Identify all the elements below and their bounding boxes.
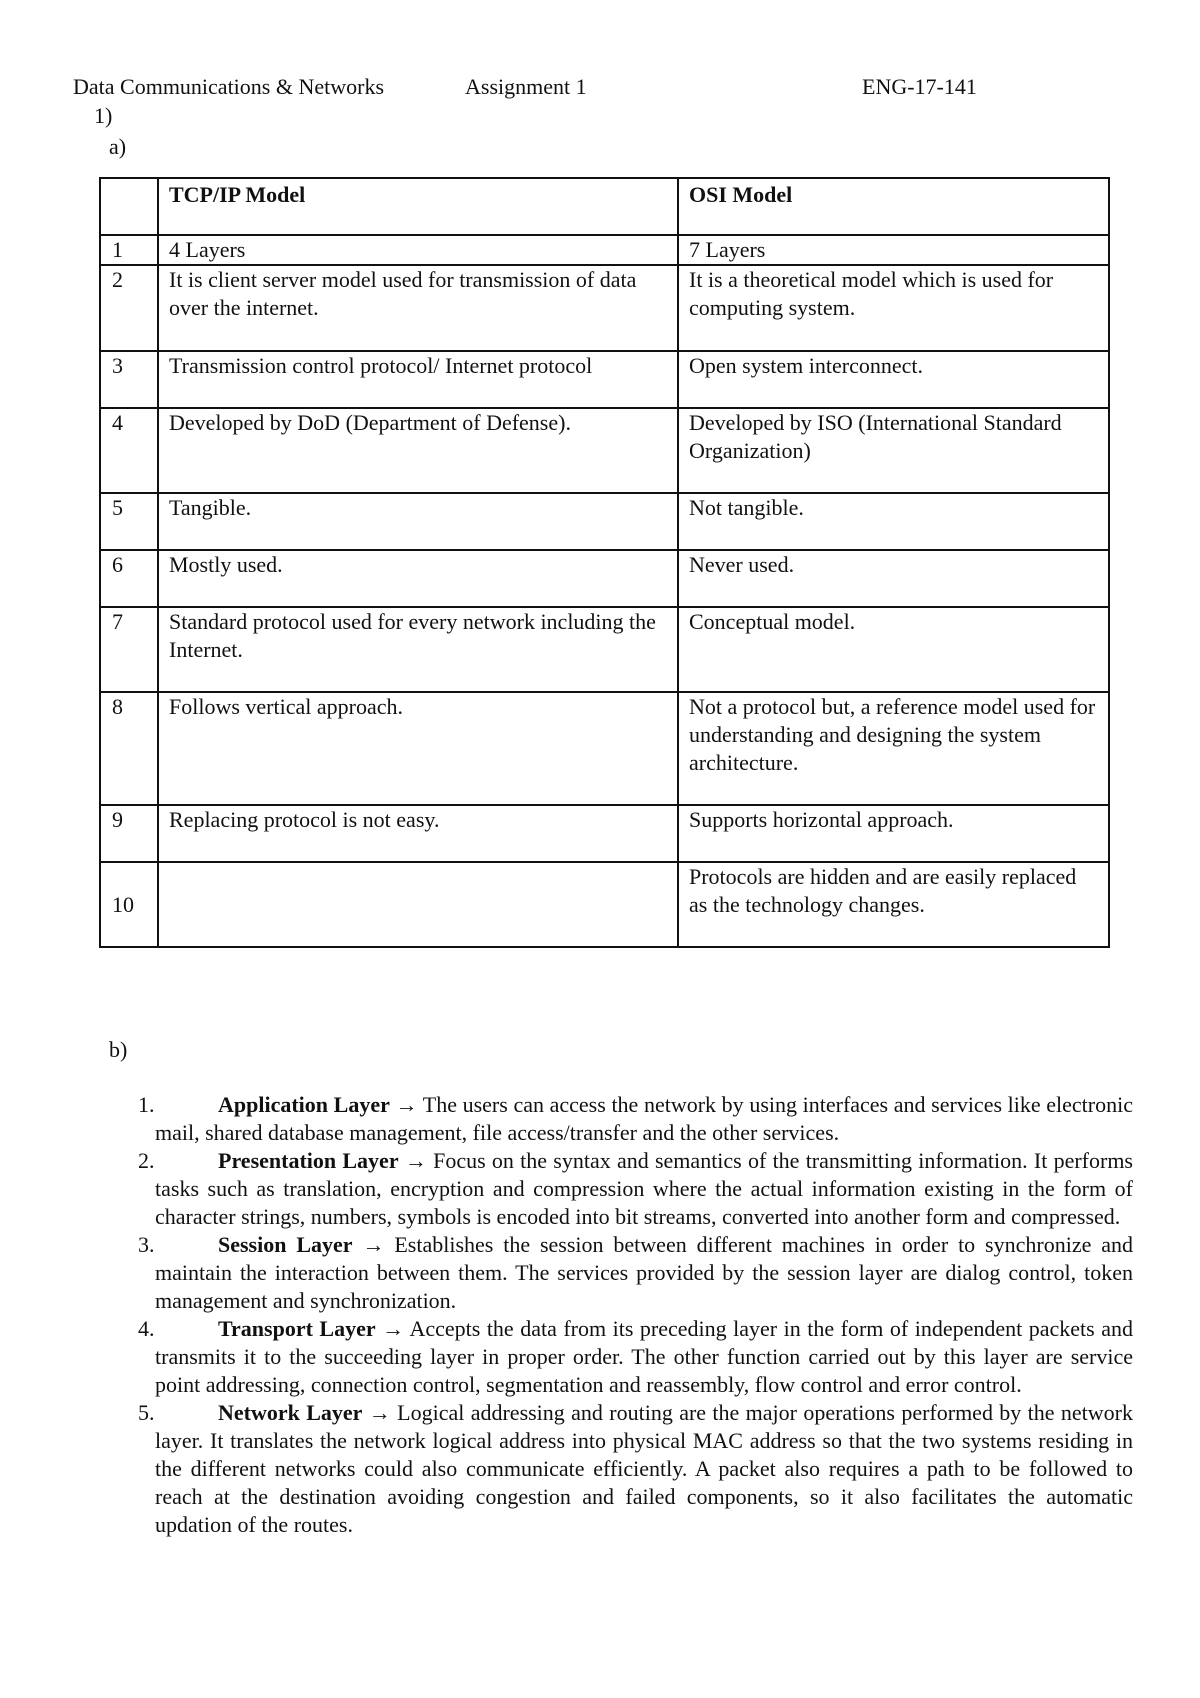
course-title: Data Communications & Networks [73,74,385,99]
row-number: 5 [100,493,158,550]
osi-cell: Supports horizontal approach. [678,805,1109,862]
layer-name: Session Layer [218,1232,353,1257]
tcpip-cell: Transmission control protocol/ Internet protocol [158,351,678,408]
table-row [100,550,1109,607]
tcpip-cell: 4 Layers [158,235,678,265]
table-row [100,805,1109,862]
row-number: 8 [100,692,158,805]
arrow-icon: → [395,1092,418,1117]
assignment-title: Assignment 1 [465,74,587,99]
layer-description: Logical addressing and routing are the major operations performed by the network layer. It translates the network logical address into physical MAC address so that the two systems residing in the different networks could also communicate efficiently. A packet also requires a path to be followed to reach at the destination avoiding congestion and failed components, so it also facilitates the automatic updation of the routes. [155,1400,1133,1537]
table-row [100,607,1109,692]
table-row [100,351,1109,408]
table-row [100,235,1109,265]
layer-name: Application Layer [218,1092,390,1117]
tcpip-cell: Replacing protocol is not easy. [158,805,678,862]
tcpip-cell [158,862,678,947]
header-cell-osi: OSI Model [678,178,1109,235]
layer-description: Focus on the syntax and semantics of the transmitting information. It performs tasks such as translation, encryption and compression where the actual information existing in the form of character strings, numbers, symbols is encoded into bit streams, converted into another form and compressed. [155,1148,1133,1229]
tcpip-cell: Mostly used. [158,550,678,607]
osi-cell: Open system interconnect. [678,351,1109,408]
osi-cell: It is a theoretical model which is used for computing system. [678,265,1109,351]
comparison-table [99,177,1110,948]
table-row [100,493,1109,550]
list-item [138,1231,1134,1315]
arrow-icon: → [382,1316,405,1341]
osi-cell: Not a protocol but, a reference model used for understanding and designing the system architecture. [678,692,1109,805]
tcpip-cell: Developed by DoD (Department of Defense). [158,408,678,493]
tcpip-cell: Standard protocol used for every network including the Internet. [158,607,678,692]
row-number: 6 [100,550,158,607]
tcpip-cell: Tangible. [158,493,678,550]
list-item [138,1315,1133,1399]
student-id: ENG-17-141 [862,74,977,99]
table-header-row [100,178,1109,235]
header-cell-tcpip: TCP/IP Model [158,178,678,235]
page-header [73,73,1133,103]
layer-name: Presentation Layer [218,1148,399,1173]
item-number: 5. [138,1400,155,1425]
item-number: 3. [138,1232,155,1257]
osi-cell: Developed by ISO (International Standard Organization) [678,408,1109,493]
header-cell-index [100,178,158,235]
table-row [100,408,1109,493]
table-row [100,265,1109,351]
arrow-icon: → [362,1232,385,1257]
table-row [100,692,1109,805]
layer-name: Network Layer [218,1400,363,1425]
osi-cell: Not tangible. [678,493,1109,550]
row-number: 4 [100,408,158,493]
osi-cell: Never used. [678,550,1109,607]
arrow-icon: → [404,1148,427,1173]
osi-cell: Protocols are hidden and are easily replaced as the technology changes. [678,862,1109,947]
tcpip-cell: Follows vertical approach. [158,692,678,805]
part-b-label: b) [109,1037,128,1062]
item-number: 4. [138,1316,155,1341]
row-number: 3 [100,351,158,408]
layer-description: The users can access the network by using interfaces and services like electronic mail, shared database management, file access/transfer and the other services. [155,1092,1134,1145]
layer-description: Establishes the session between different machines in order to synchronize and maintain the interaction between them. The services provided by the session layer are dialog control, token management and synchronization. [155,1232,1134,1313]
row-number: 1 [100,235,158,265]
row-number: 2 [100,265,158,351]
layer-name: Transport Layer [218,1316,376,1341]
table-row [100,862,1109,947]
item-number: 1. [138,1092,155,1117]
osi-cell: 7 Layers [678,235,1109,265]
layer-list [138,1091,1134,1539]
row-number: 7 [100,607,158,692]
part-a-label: a) [109,134,127,159]
row-number: 10 [100,862,158,947]
question-number: 1) [94,103,113,128]
list-item [138,1147,1133,1231]
item-number: 2. [138,1148,155,1173]
row-number: 9 [100,805,158,862]
tcpip-cell: It is client server model used for transmission of data over the internet. [158,265,678,351]
list-item [138,1091,1134,1147]
layer-description: Accepts the data from its preceding layer in the form of independent packets and transmits it to the succeeding layer in proper order. The other function carried out by this layer are service point addressing, connection control, segmentation and reassembly, flow control and error control. [155,1316,1133,1397]
arrow-icon: → [368,1400,391,1425]
list-item [138,1399,1133,1539]
osi-cell: Conceptual model. [678,607,1109,692]
